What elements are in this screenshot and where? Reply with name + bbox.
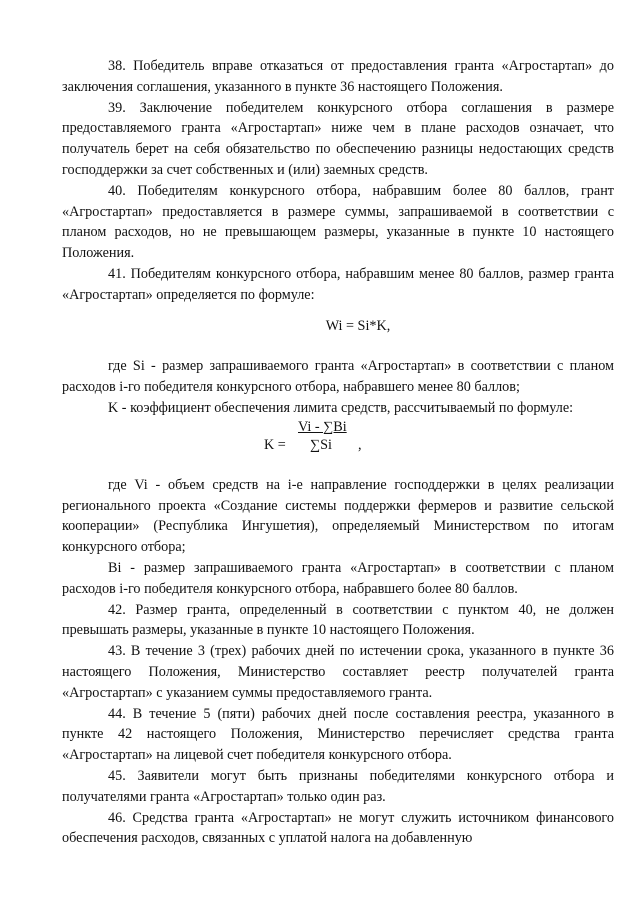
paragraph-k-definition: K - коэффициент обеспечения лимита средств, рассчитываемый по формуле: [108,399,574,416]
paragraph-40: 40. Победителям конкурсного отбора, набравшим более 80 баллов, грант «Агростартап» предоставляется в размере суммы, запрашиваемой в соответствии с планом расходов, но не превышающем размеры, указанные в пункте 10 настоящего Положения. [62,182,614,262]
paragraph-si-definition: где Si - размер запрашиваемого гранта «Агростартап» в соответствии с планом расходов i-го победителя конкурсного отбора, набравшего менее 80 баллов; [62,358,614,396]
paragraph-39: 39. Заключение победителем конкурсного отбора соглашения в размере предоставляемого гранта «Агростартап» ниже чем в плане расходов означает, что получатель берет на себя обязательство по обеспечению разницы недостающих средств господдержки за счет собственных и (или) заемных средств. [62,99,614,178]
formula-k-lhs: K = [264,436,286,453]
paragraph-38: 38. Победитель вправе отказаться от предоставления гранта «Агростартап» до заключения соглашения, указанного в пункте 36 настоящего Положения. [62,58,614,95]
paragraph-46: 46. Средства гранта «Агростартап» не могут служить источником финансового обеспечения расходов, связанных с уплатой налога на добавленную [62,809,614,847]
formula-k [62,418,614,461]
paragraph-45: 45. Заявители могут быть признаны победителями конкурсного отбора и получателями гранта «Агростартап» только один раз. [62,767,614,805]
paragraph-41: 41. Победителям конкурсного отбора, набравшим менее 80 баллов, размер гранта «Агростартап» определяется по формуле: [62,265,614,303]
paragraph-43: 43. В течение 3 (трех) рабочих дней по истечении срока, указанного в пункте 36 настоящего Положения, Министерство составляет реестр получателей гранта «Агростартап» с указанием суммы предоставляемого гранта. [62,643,614,701]
formula-k-comma: , [358,436,362,453]
formula-k-denominator: ∑Si [310,436,332,453]
paragraph-44: 44. В течение 5 (пяти) рабочих дней после составления реестра, указанного в пункте 42 настоящего Положения, Министерство перечисляет средства гранта «Агростартап» на лицевой счет победителя конкурсного отбора. [62,705,614,764]
document-page [62,56,614,849]
formula-wi: Wi = Si*K, [325,317,391,334]
paragraph-vi-definition: где Vi - объем средств на i-е направление господдержки в целях реализации регионального проекта «Создание системы поддержки фермеров и развитие сельской кооперации» (Республика Ингушетия), определяемый Министерством по итогам конкурсного отбора; [62,476,614,556]
formula-k-numerator: Vi - ∑Bi [298,418,347,435]
paragraph-42: 42. Размер гранта, определенный в соответствии с пунктом 40, не должен превышать размеры, указанные в пункте 10 настоящего Положения. [62,601,614,639]
paragraph-bi-definition: Bi - размер запрашиваемого гранта «Агростартап» в соответствии с планом расходов i-го победителя конкурсного отбора, набравшего более 80 баллов. [62,559,614,597]
